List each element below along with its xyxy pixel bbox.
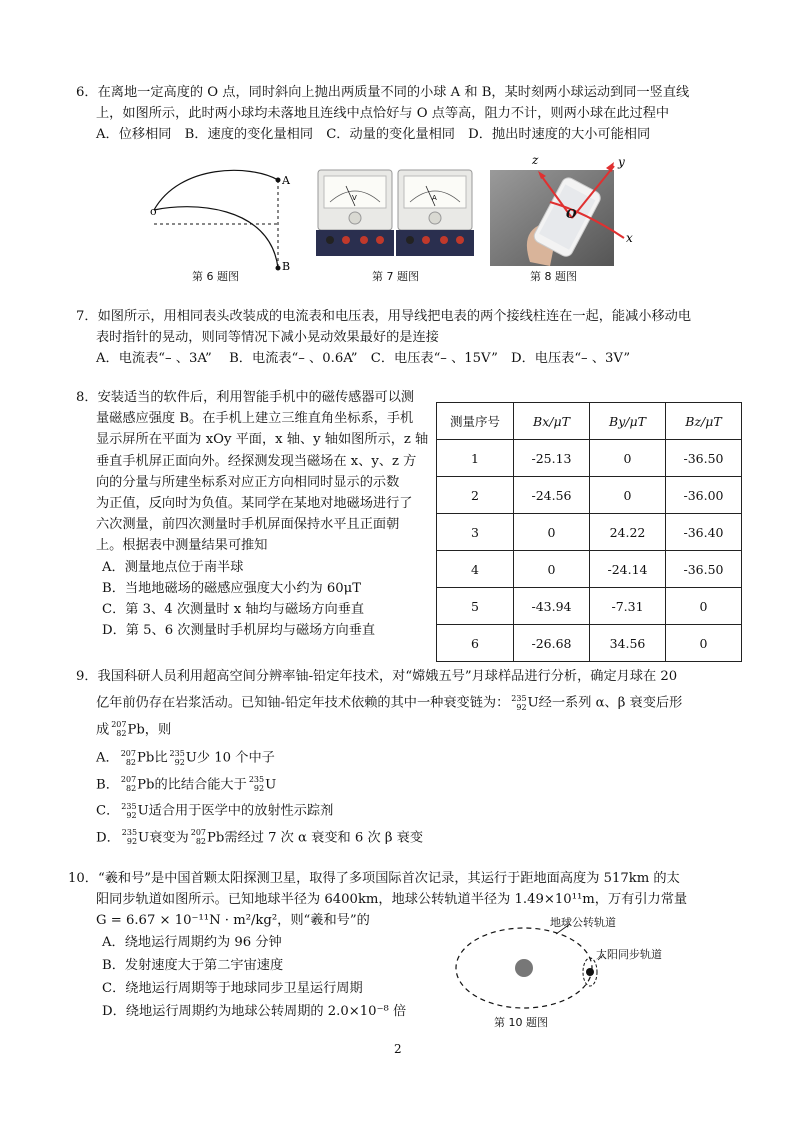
q9-block	[76, 664, 682, 851]
q10-line1: 10．“羲和号”是中国首颗太阳探测卫星，取得了多项国际首次记录，其运行于距地面高度为 517km 的太	[68, 871, 680, 886]
table-header-row	[437, 403, 742, 440]
table-row	[437, 440, 742, 477]
q8-label-y: y	[618, 155, 625, 169]
sun-icon	[515, 959, 533, 977]
table-cell: 6	[437, 625, 514, 662]
table-cell: 5	[437, 588, 514, 625]
q7-line1: 7．如图所示，用相同表头改装成的电流表和电压表，用导线把电表的两个接线柱连在一起，能减小移动电	[76, 309, 692, 324]
q9-option-c: C． 235 92 U适合用于医学中的放射性示踪剂	[96, 801, 334, 820]
table-cell: -43.94	[514, 588, 590, 625]
q8-option-d: D．第 5、6 次测量时手机屏均与磁场方向垂直	[102, 623, 376, 639]
q9-option-b: B． 207 82 Pb的比结合能大于 235 92 U	[96, 775, 277, 793]
table-cell: 24.22	[590, 514, 666, 551]
table-header: Bx/μT	[514, 403, 590, 440]
q10-figure	[452, 914, 712, 1034]
table-cell: 0	[514, 551, 590, 588]
q8-fig-caption: 第 8 题图	[530, 270, 577, 283]
table-cell: 0	[590, 477, 666, 514]
q8-option-c: C．第 3、4 次测量时 x 轴均与磁场方向垂直	[102, 602, 365, 618]
q9-line2-text-b: U经一系列 α、β 衰变后形	[527, 695, 683, 711]
q9-line3	[76, 717, 682, 744]
table-cell: 0	[666, 625, 742, 662]
voltmeter	[316, 170, 394, 256]
q6-line2: 上，如图所示，此时两小球均未落地且连线中点恰好与 O 点等高，阻力不计，则两小球在此过程中	[96, 106, 670, 121]
table-cell: -25.13	[514, 440, 590, 477]
table-cell: -26.68	[514, 625, 590, 662]
table-cell: -24.56	[514, 477, 590, 514]
q8-figure	[490, 152, 633, 266]
q10-line2: 阳同步轨道如图所示。已知地球半径为 6400km，地球公转轨道半径为 1.49×10¹¹m，万有引力常量	[96, 892, 688, 907]
q10-label-sync: 太阳同步轨道	[596, 948, 662, 961]
table-cell: 2	[437, 477, 514, 514]
q8-line: 量磁感应强度 B。在手机上建立三维直角坐标系，手机	[96, 411, 414, 427]
table-cell: -7.31	[590, 588, 666, 625]
q10-option-a: A．绕地运行周期约为 96 分钟	[102, 935, 282, 950]
table-cell: -36.40	[666, 514, 742, 551]
q8-line: 向的分量与所建坐标系对应正方向相同时显示的示数	[96, 474, 400, 490]
table-cell: 1	[437, 440, 514, 477]
q10-option-d: D．绕地运行周期约为地球公转周期的 2.0×10⁻⁸ 倍	[102, 1004, 407, 1019]
table-row	[437, 551, 742, 588]
table-cell: 0	[590, 440, 666, 477]
q10-option-b: B．发射速度大于第二宇宙速度	[102, 958, 284, 973]
table-cell: 0	[514, 514, 590, 551]
q8-line: 垂直手机屏正面向外。经探测发现当磁场在 x、y、z 方	[96, 453, 417, 469]
q8-line: 8．安装适当的软件后，利用智能手机中的磁传感器可以测	[76, 390, 415, 405]
q6-trajectory-a	[154, 170, 278, 210]
table-cell: -36.00	[666, 477, 742, 514]
table-header: Bz/μT	[666, 403, 742, 440]
q9-line3-text: 成	[96, 722, 110, 737]
q6-line1: 6．在离地一定高度的 O 点，同时斜向上抛出两质量不同的小球 A 和 B，某时刻两小球运动到同一竖直线	[76, 85, 690, 100]
q6-fig-caption: 第 6 题图	[192, 270, 239, 283]
q7-figure	[316, 168, 476, 264]
q8-option-a: A．测量地点位于南半球	[102, 559, 244, 575]
table-row	[437, 477, 742, 514]
table-cell: 4	[437, 551, 514, 588]
q7-line2: 表时指针的晃动，则同等情况下减小晃动效果最好的是连接	[96, 330, 439, 345]
q8-label-x: x	[626, 231, 633, 245]
table-row	[437, 514, 742, 551]
q9-line2-text: 亿年前仍存在岩浆活动。已知铀-铅定年技术依赖的其中一种衰变链为：	[96, 695, 510, 711]
voltmeter-letter: V	[352, 194, 357, 202]
q8-line: 上。根据表中测量结果可推知	[96, 538, 268, 554]
q6-options: A．位移相同 B．速度的变化量相同 C．动量的变化量相同 D．抛出时速度的大小可能相同	[96, 127, 651, 142]
page-number: 2	[394, 1042, 402, 1056]
q6-label-b: B	[282, 260, 291, 273]
q6-trajectory-b	[154, 207, 278, 268]
q6-ball-a	[276, 178, 281, 183]
q9-line1: 9．我国科研人员利用超高空间分辨率铀-铅定年技术，对“嫦娥五号”月球样品进行分析，确定月球在 20	[76, 669, 678, 684]
q9-option-a: A． 207 82 Pb比 235 92 U少 10 个中子	[96, 748, 275, 767]
table-cell: -36.50	[666, 551, 742, 588]
q8-text	[76, 387, 428, 641]
q7-options: A．电流表“– 、3A” B．电流表“– 、0.6A” C．电压表“– 、15V” D．电压表“– 、3V”	[96, 351, 631, 366]
q6-ball-b	[276, 266, 281, 271]
q8-line: 显示屏所在平面为 xOy 平面，x 轴、y 轴如图所示，z 轴	[96, 432, 429, 448]
q6-label-o: o	[150, 205, 157, 218]
q9-option-d: D． 235 92 U衰变为 207 82 Pb需经过 7 次 α 衰变和 6 次 β 衰变	[96, 828, 424, 846]
u-nuclide: 235 92	[511, 693, 527, 712]
q6-label-a: A	[282, 174, 290, 187]
q6-figure	[140, 164, 300, 276]
table-row	[437, 625, 742, 662]
q8-line: 为正值，反向时为负值。某同学在某地对地磁场进行了	[96, 496, 413, 512]
q10-option-c: C．绕地运行周期等于地球同步卫星运行周期	[102, 981, 363, 996]
earth-icon	[586, 968, 594, 976]
table-header: 测量序号	[437, 403, 514, 440]
table-row	[437, 588, 742, 625]
q9-line2	[76, 690, 682, 717]
table-cell: 0	[666, 588, 742, 625]
table-cell: 3	[437, 514, 514, 551]
q9-line3-text-b: Pb，则	[127, 722, 172, 737]
ammeter	[396, 170, 474, 256]
q10-fig-caption: 第 10 题图	[494, 1016, 548, 1029]
q8-option-b: B．当地地磁场的磁感应强度大小约为 60μT	[102, 580, 362, 596]
q10-label-orbit: 地球公转轨道	[550, 916, 616, 929]
q8-measurement-table	[436, 402, 742, 662]
ammeter-letter: A	[432, 194, 437, 202]
q8-line: 六次测量，前四次测量时手机屏面保持水平且正面朝	[96, 517, 400, 533]
q7-fig-caption: 第 7 题图	[372, 270, 419, 283]
table-cell: -36.50	[666, 440, 742, 477]
table-header: By/μT	[590, 403, 666, 440]
pb-nuclide: 207 82	[111, 720, 127, 738]
table-cell: -24.14	[590, 551, 666, 588]
q10-line3: G = 6.67 × 10⁻¹¹N · m²/kg²，则“羲和号”的	[96, 913, 370, 928]
q10-options	[102, 931, 406, 1023]
q8-label-o: O	[566, 207, 577, 221]
table-cell: 34.56	[590, 625, 666, 662]
q8-label-z: z	[532, 153, 539, 167]
